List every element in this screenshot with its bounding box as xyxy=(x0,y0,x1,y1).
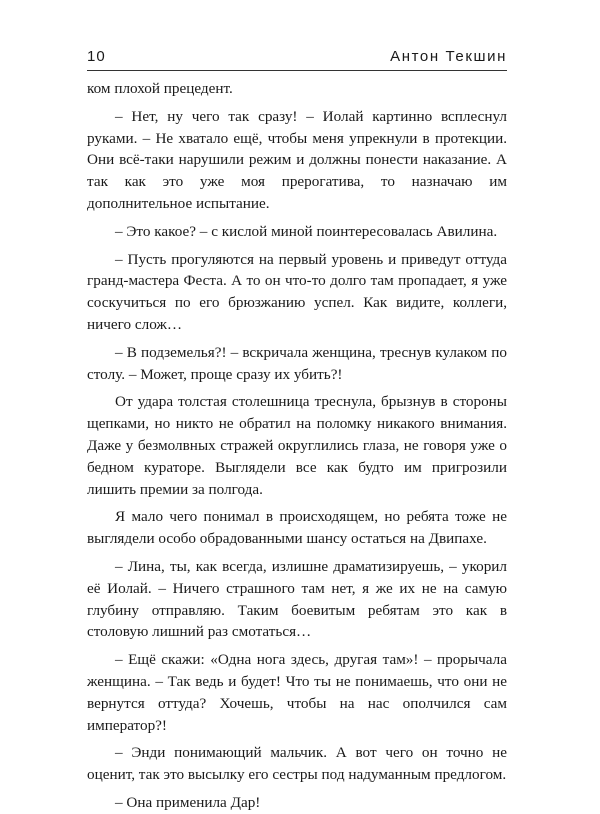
paragraph: – Пусть прогуляются на первый уровень и приведут оттуда гранд-мастера Феста. А то он что-то долго там пропадает, я уже соскучиться по его брюзжанию успел. Как видите, коллеги, ничего слож… xyxy=(87,250,507,333)
paragraph: – Она применила Дар! xyxy=(115,793,261,811)
paragraph: – Энди понимающий мальчик. А вот чего он точно не оценит, так это высылку его сестры под надуманным предлогом. xyxy=(87,744,507,784)
paragraph: От удара толстая столешница треснула, брызнув в стороны щепками, но никто не обратил на поломку никакого внимания. Даже у безмолвных стражей округлились глаза, не говоря уже о бедном кураторе. Выглядели все как будто им пригрозили лишить премии за полгода. xyxy=(87,393,507,498)
book-page xyxy=(87,40,507,811)
paragraph: – Нет, ну чего так сразу! – Иолай картинно всплеснул руками. – Не хватало ещё, чтобы меня упрекнули в протекции. Они всё-таки нарушили режим и должны понести наказание. А так как это уже моя прерогатива, то назначаю им дополнительное испытание. xyxy=(87,107,507,212)
header-rule xyxy=(87,70,507,71)
paragraph: Я мало чего понимал в происходящем, но ребята тоже не выглядели особо обрадованными шансу остаться на Двипахе. xyxy=(87,508,507,548)
running-head-author: Антон Текшин xyxy=(390,48,507,65)
page-number: 10 xyxy=(87,48,106,65)
paragraph: – В подземелья?! – вскричала женщина, треснув кулаком по столу. – Может, проще сразу их убить?! xyxy=(87,343,507,383)
paragraph: – Лина, ты, как всегда, излишне драматизируешь, – укорил её Иолай. – Ничего страшного там нет, я же их не на самую глубину отправляю. Таким боевитым ребятам это как в столовую лишний раз смотаться… xyxy=(87,557,507,641)
body-text xyxy=(87,78,507,814)
paragraph-continuation: ком плохой прецедент. xyxy=(87,80,233,97)
page-header xyxy=(87,40,507,68)
paragraph: – Это какое? – с кислой миной поинтересовалась Авилина. xyxy=(115,222,498,240)
paragraph: – Ещё скажи: «Одна нога здесь, другая там»! – прорычала женщина. – Так ведь и будет! Что ты не понимаешь, что они не вернутся оттуда? Хочешь, чтобы на нас ополчился сам император?! xyxy=(87,651,507,734)
